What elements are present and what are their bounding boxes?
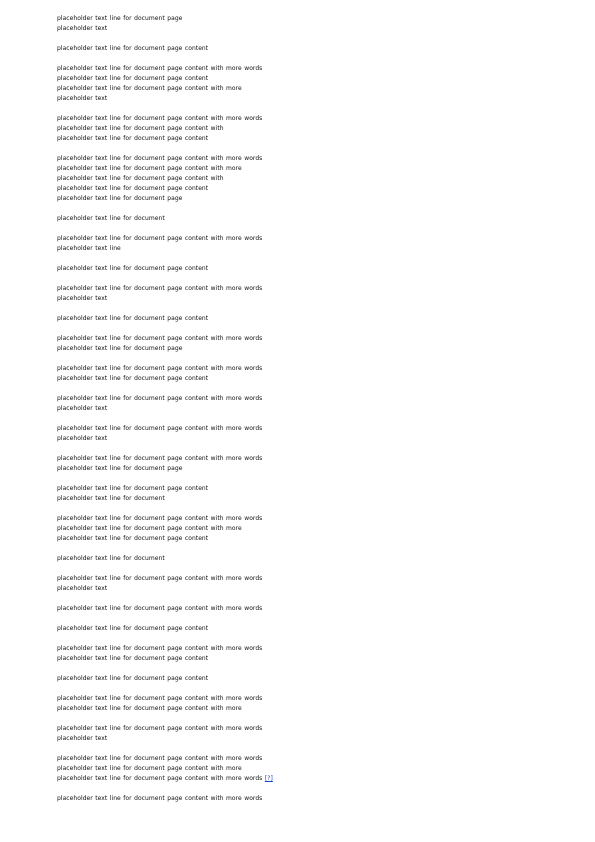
paragraph bbox=[57, 514, 557, 544]
paragraph-line: placeholder text line for document page content with more words bbox=[57, 155, 263, 162]
paragraph-line: placeholder text line for document page content with bbox=[57, 175, 224, 182]
paragraph-line: placeholder text line for document page content with more words bbox=[57, 795, 263, 802]
paragraph-line: placeholder text bbox=[57, 585, 108, 592]
paragraph bbox=[57, 334, 557, 354]
paragraph-line: placeholder text line for document page content bbox=[57, 45, 209, 52]
paragraph-line: placeholder text line for document page content with more words bbox=[57, 365, 263, 372]
paragraph-line: placeholder text line for document page content with more words bbox=[57, 455, 263, 462]
paragraph-line: placeholder text line for document page content with more words bbox=[57, 645, 263, 652]
paragraph-line: placeholder text bbox=[57, 295, 108, 302]
paragraph-line: placeholder text line for document page content with more words bbox=[57, 695, 263, 702]
paragraph-line: placeholder text line for document page content with more bbox=[57, 85, 242, 92]
paragraph bbox=[57, 394, 557, 414]
paragraph-line: placeholder text bbox=[57, 435, 108, 442]
paragraph-line: placeholder text line for document page content with more words bbox=[57, 425, 263, 432]
paragraph-line: placeholder text line for document page content bbox=[57, 375, 209, 382]
paragraph-line: placeholder text line for document page bbox=[57, 465, 183, 472]
paragraph bbox=[57, 114, 557, 144]
paragraph-line: placeholder text line for document page content bbox=[57, 265, 209, 272]
paragraph bbox=[57, 574, 557, 594]
paragraph bbox=[57, 264, 557, 274]
paragraph-line: placeholder text line for document bbox=[57, 495, 165, 502]
document-body bbox=[57, 14, 557, 814]
paragraph-line: placeholder text line bbox=[57, 245, 121, 252]
paragraph bbox=[57, 554, 557, 564]
paragraph-line: placeholder text line for document page content with more words bbox=[57, 335, 263, 342]
paragraph-line: placeholder text line for document page bbox=[57, 15, 183, 22]
paragraph-line: placeholder text line for document page content bbox=[57, 655, 209, 662]
paragraph bbox=[57, 64, 557, 104]
paragraph-line: placeholder text line for document page content with more words bbox=[57, 515, 263, 522]
paragraph-line: placeholder text line for document page content bbox=[57, 75, 209, 82]
paragraph-line: placeholder text line for document page content with more words bbox=[57, 755, 263, 762]
paragraph-line: placeholder text line for document page content bbox=[57, 625, 209, 632]
paragraph-line: placeholder text line for document page bbox=[57, 345, 183, 352]
paragraph-line: placeholder text line for document page bbox=[57, 195, 183, 202]
paragraph-line: placeholder text line for document page content with more words bbox=[57, 115, 263, 122]
paragraph-line: placeholder text line for document page content with more bbox=[57, 525, 242, 532]
paragraph bbox=[57, 44, 557, 54]
paragraph-line: placeholder text line for document page content with more words bbox=[57, 395, 263, 402]
paragraph-line: placeholder text line for document page content bbox=[57, 485, 209, 492]
paragraph-line: placeholder text line for document page content with bbox=[57, 125, 224, 132]
paragraph bbox=[57, 694, 557, 714]
paragraph bbox=[57, 484, 557, 504]
paragraph bbox=[57, 14, 557, 34]
paragraph-line: placeholder text line for document page content bbox=[57, 315, 209, 322]
paragraph-line: placeholder text line for document page content bbox=[57, 535, 209, 542]
paragraph bbox=[57, 724, 557, 744]
paragraph-line: placeholder text bbox=[57, 735, 108, 742]
paragraph-line: placeholder text bbox=[57, 95, 108, 102]
paragraph-line: placeholder text line for document page content with more words bbox=[57, 605, 263, 612]
paragraph-line: placeholder text bbox=[57, 405, 108, 412]
paragraph-line: placeholder text line for document page content with more words bbox=[57, 725, 263, 732]
paragraph bbox=[57, 314, 557, 324]
paragraph bbox=[57, 624, 557, 634]
paragraph-line: placeholder text line for document page content with more bbox=[57, 165, 242, 172]
paragraph bbox=[57, 364, 557, 384]
paragraph bbox=[57, 284, 557, 304]
paragraph-line: placeholder text line for document bbox=[57, 555, 165, 562]
paragraph-line: placeholder text line for document page content bbox=[57, 135, 209, 142]
paragraph-line: placeholder text line for document page content with more bbox=[57, 765, 242, 772]
paragraph bbox=[57, 794, 557, 804]
paragraph-line: placeholder text line for document page content bbox=[57, 675, 209, 682]
paragraph-line: placeholder text bbox=[57, 25, 108, 32]
paragraph bbox=[57, 234, 557, 254]
paragraph bbox=[57, 454, 557, 474]
paragraph-line: placeholder text line for document page content with more words bbox=[57, 575, 263, 582]
paragraph bbox=[57, 674, 557, 684]
paragraph bbox=[57, 424, 557, 444]
paragraph bbox=[57, 754, 557, 784]
paragraph-line: placeholder text line for document page content with more words bbox=[57, 235, 263, 242]
paragraph-line: placeholder text line for document page content bbox=[57, 185, 209, 192]
paragraph bbox=[57, 214, 557, 224]
paragraph-line: placeholder text line for document page content with more bbox=[57, 705, 242, 712]
reference-link[interactable]: [?] bbox=[264, 775, 273, 782]
paragraph-line: placeholder text line for document page content with more words bbox=[57, 65, 263, 72]
paragraph bbox=[57, 154, 557, 204]
paragraph-line: placeholder text line for document page content with more words [?] bbox=[57, 775, 273, 782]
paragraph-line: placeholder text line for document bbox=[57, 215, 165, 222]
paragraph-line: placeholder text line for document page content with more words bbox=[57, 285, 263, 292]
paragraph bbox=[57, 604, 557, 614]
paragraph bbox=[57, 644, 557, 664]
